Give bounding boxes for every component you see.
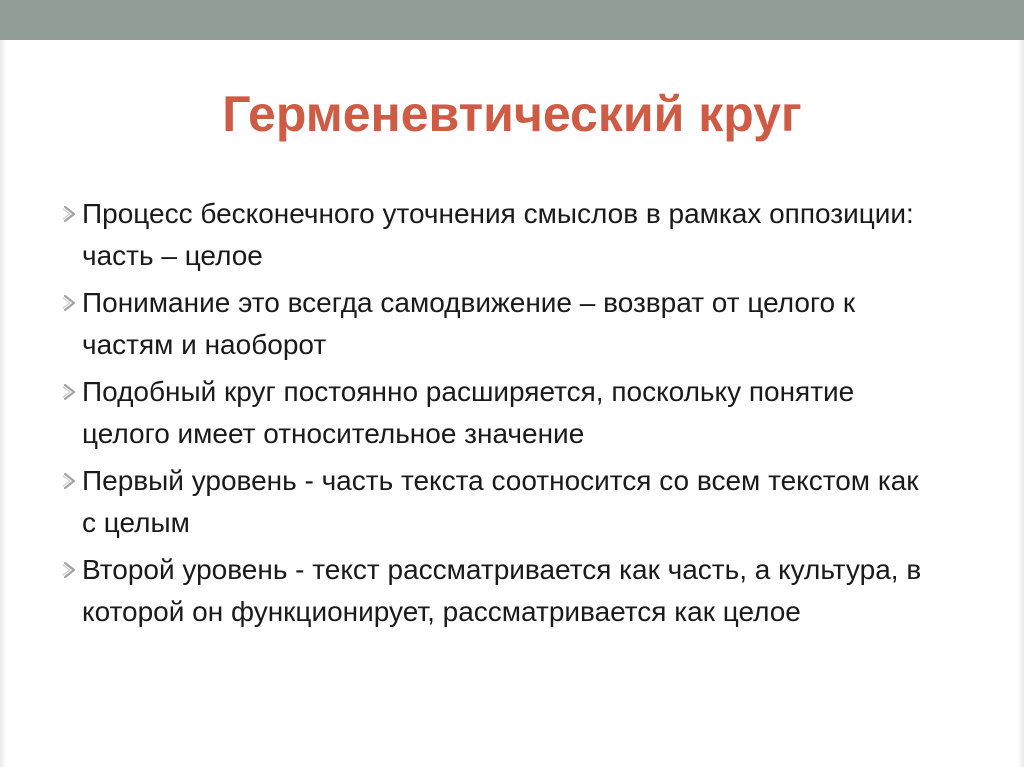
bullet-item (58, 460, 938, 544)
chevron-right-icon (62, 472, 78, 490)
right-edge-shadow (1018, 40, 1024, 767)
bullet-list (58, 193, 938, 638)
chevron-right-icon (62, 561, 78, 579)
bullet-text: Второй уровень - текст рассматривается как часть, а культура, в которой он функционирует, рассматривается как целое (82, 554, 922, 627)
top-bar (0, 0, 1024, 40)
bullet-text: Подобный круг постоянно расширяется, поскольку понятие целого имеет относительное значение (82, 376, 855, 449)
chevron-right-icon (62, 294, 78, 312)
bullet-item (58, 193, 938, 277)
chevron-right-icon (62, 383, 78, 401)
bullet-text: Первый уровень - часть текста соотносится со всем текстом как с целым (82, 465, 919, 538)
left-edge-shadow (0, 40, 6, 767)
bullet-text: Понимание это всегда самодвижение – возврат от целого к частям и наоборот (82, 287, 856, 360)
chevron-right-icon (62, 205, 78, 223)
bullet-item (58, 371, 938, 455)
bullet-text: Процесс бесконечного уточнения смыслов в рамках оппозиции: часть – целое (82, 198, 914, 271)
bullet-item (58, 549, 938, 633)
slide-title: Герменевтический круг (222, 86, 802, 142)
bullet-item (58, 282, 938, 366)
